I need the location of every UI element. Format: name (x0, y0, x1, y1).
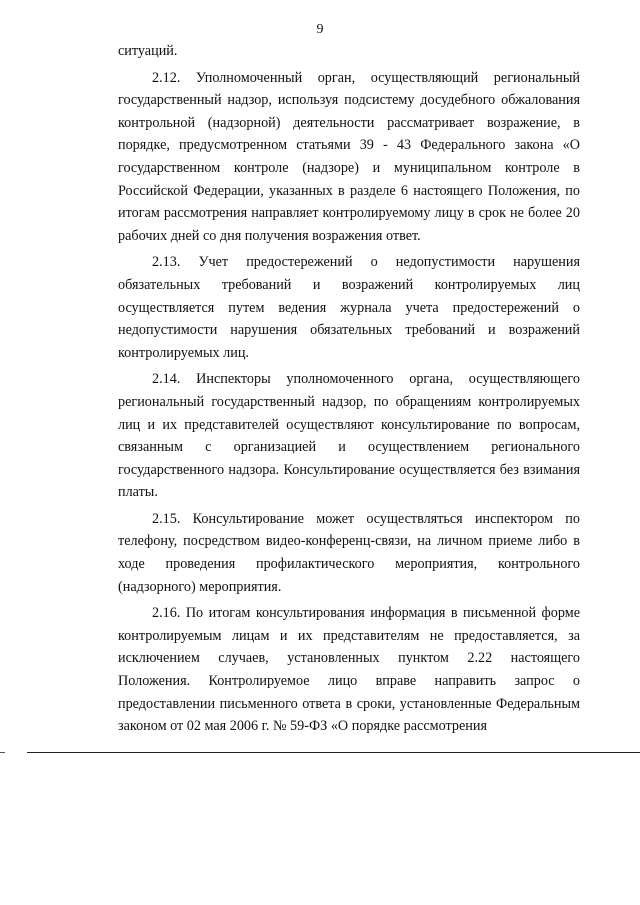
page-number: 9 (316, 22, 324, 37)
document-body (118, 40, 580, 738)
paragraph-2-14: 2.14. Инспекторы уполномоченного органа, осуществляющего региональный государственный надзор, по обращениям контролируемых лиц и их представителей осуществляют консультирование по вопросам, связанным с организацией и осуществлением регионального государственного надзора. Консультирование осуществляется без взимания платы. (118, 371, 580, 501)
paragraph-continuation: ситуаций. (118, 43, 178, 59)
paragraph-2-15: 2.15. Консультирование может осуществляться инспектором по телефону, посредством видео-конференц-связи, на личном приеме либо в ходе проведения профилактического мероприятия, контрольного (надзорного) мероприятия. (118, 510, 580, 595)
margin-tick (0, 752, 5, 753)
paragraph-2-13: 2.13. Учет предостережений о недопустимости нарушения обязательных требований и возражений контролируемых лиц осуществляется путем ведения журнала учета предостережений о недопустимости нарушения обязательных требований и возражений контролируемых лиц. (118, 254, 580, 361)
footer-rule (27, 752, 640, 753)
paragraph-2-16: 2.16. По итогам консультирования информация в письменной форме контролируемым лицам и их представителям не предоставляется, за исключением случаев, установленных пунктом 2.22 настоящего Положения. Контролируемое лицо вправе направить запрос о предоставлении письменного ответа в сроки, установленные Федеральным законом от 02 мая 2006 г. № 59-ФЗ «О порядке рассмотрения (118, 605, 580, 735)
paragraph-2-12: 2.12. Уполномоченный орган, осуществляющий региональный государственный надзор, используя подсистему досудебного обжалования контрольной (надзорной) деятельности рассматривает возражение, в порядке, предусмотренном статьями 39 - 43 Федерального закона «О государственном контроле (надзоре) и муниципальном контроле в Российской Федерации, указанных в разделе 6 настоящего Положения, по итогам рассмотрения направляет контролируемому лицу в срок не более 20 рабочих дней со дня получения возражения ответ. (118, 69, 580, 244)
